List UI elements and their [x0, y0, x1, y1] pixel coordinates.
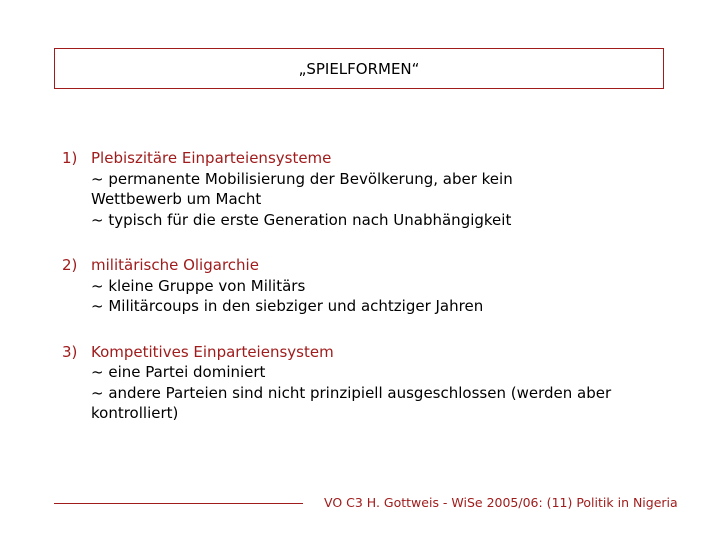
item-line: ~ kleine Gruppe von Militärs [91, 276, 306, 295]
title-box [54, 48, 664, 89]
content-list [62, 148, 682, 449]
item-number: 3) [62, 342, 78, 361]
footer-text: VO C3 H. Gottweis - WiSe 2005/06: (11) Politik in Nigeria [324, 495, 678, 510]
item-heading: Plebiszitäre Einparteiensysteme [91, 149, 332, 167]
item-heading: Kompetitives Einparteiensystem [91, 342, 334, 361]
item-line: ~ andere Parteien sind nicht prinzipiell ausgeschlossen (werden aber kontrolliert) [91, 383, 612, 422]
list-item [62, 148, 596, 230]
footer-divider [54, 503, 303, 504]
slide-title: „SPIELFORMEN“ [298, 59, 420, 78]
item-number: 2) [62, 256, 78, 274]
item-heading: militärische Oligarchie [91, 256, 259, 274]
item-line: ~ typisch für die erste Generation nach Unabhängigkeit [91, 210, 512, 229]
item-line: ~ Militärcoups in den siebziger und achtziger Jahren [91, 297, 484, 315]
list-item [62, 342, 676, 424]
list-item [62, 255, 651, 317]
item-line: ~ eine Partei dominiert [91, 363, 266, 381]
item-number: 1) [62, 149, 78, 167]
item-line: ~ permanente Mobilisierung der Bevölkerung, aber kein Wettbewerb um Macht [91, 169, 513, 208]
